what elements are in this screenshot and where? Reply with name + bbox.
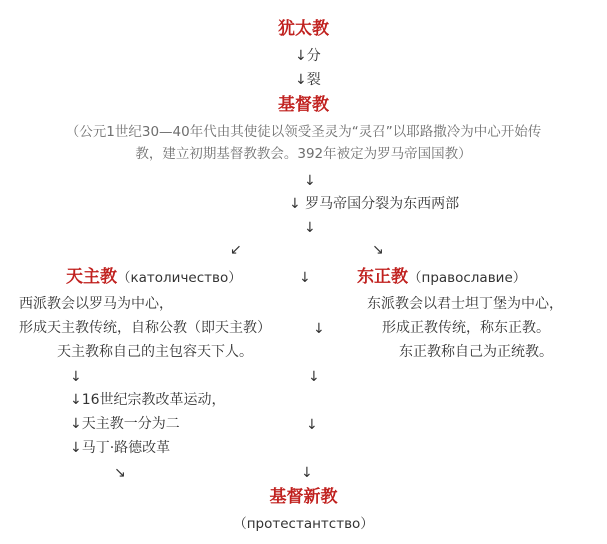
down-arrow: ↓ (308, 369, 320, 385)
roman-empire-split-label: ↓ 罗马帝国分裂为东西两部 (289, 196, 460, 212)
christianity-note-line2: 教，建立初期基督教教会。392年被定为罗马帝国国教） (135, 146, 472, 162)
orthodox-native-name: （православие） (408, 270, 527, 286)
orthodox-desc-line3: 东正教称自己为正统教。 (399, 344, 553, 360)
christianity-note-line1: （公元1世纪30—40年代由其使徒以领受圣灵为“灵召”以耶路撒冷为中心开始传 (65, 124, 542, 140)
down-arrow: ↓ (301, 465, 313, 481)
orthodox-desc-line2: 形成正教传统，称东正教。 (382, 320, 550, 336)
diagonal-arrow: ↘ (114, 465, 126, 481)
christianity-title: 基督教 (278, 95, 329, 115)
orthodox-title: 东正教 (357, 267, 408, 287)
catholic-desc-line3: 天主教称自己的主包容天下人。 (57, 344, 253, 360)
reformation-item-3: ↓马丁·路德改革 (70, 440, 171, 456)
catholic-desc-line1: 西派教会以罗马为中心， (19, 296, 173, 312)
catholic-desc-line2: 形成天主教传统，自称公教（即天主教） (19, 320, 271, 336)
orthodox-heading (357, 266, 526, 288)
split-arrow-label: ↓分 (295, 48, 321, 64)
judaism-title: 犹太教 (278, 19, 329, 39)
down-arrow: ↓ (313, 321, 325, 337)
middle-down-arrow: ↓ (299, 270, 311, 286)
catholic-heading (66, 266, 242, 288)
down-arrow: ↓ (306, 417, 318, 433)
left-branch-arrow: ↙ (230, 242, 242, 258)
down-arrow: ↓ (304, 173, 316, 189)
orthodox-desc-line1: 东派教会以君士坦丁堡为中心， (367, 296, 563, 312)
catholic-native-name: （католичество） (117, 270, 242, 286)
crack-arrow-label: ↓裂 (295, 72, 321, 88)
protestant-title: 基督新教 (269, 487, 338, 507)
reformation-item-1: ↓16世纪宗教改革运动， (70, 392, 226, 408)
protestant-native-name: （протестантство） (233, 516, 374, 532)
down-arrow: ↓ (70, 369, 82, 385)
down-arrow: ↓ (304, 220, 316, 236)
catholic-title: 天主教 (66, 267, 117, 287)
reformation-item-2: ↓天主教一分为二 (70, 416, 180, 432)
right-branch-arrow: ↘ (372, 242, 384, 258)
